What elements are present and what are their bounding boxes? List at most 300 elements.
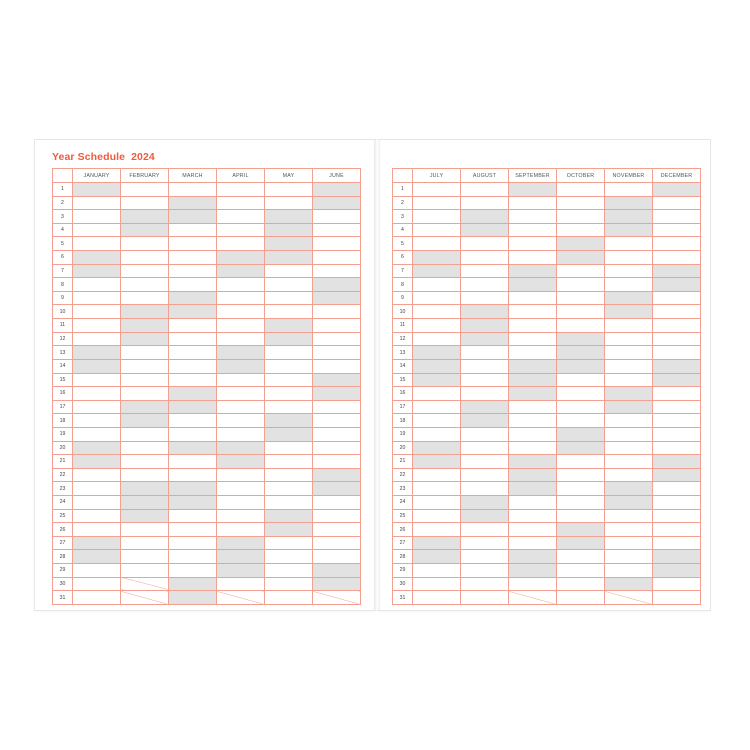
day-cell[interactable] — [461, 278, 509, 292]
day-cell[interactable] — [557, 591, 605, 605]
day-cell[interactable] — [509, 373, 557, 387]
day-cell[interactable] — [121, 523, 169, 537]
day-cell[interactable] — [73, 196, 121, 210]
day-cell[interactable] — [653, 577, 701, 591]
day-cell[interactable] — [265, 237, 313, 251]
day-cell[interactable] — [605, 373, 653, 387]
day-cell[interactable] — [169, 183, 217, 197]
day-cell[interactable] — [653, 373, 701, 387]
day-cell[interactable] — [605, 496, 653, 510]
day-cell[interactable] — [313, 305, 361, 319]
day-cell[interactable] — [313, 210, 361, 224]
day-cell[interactable] — [121, 482, 169, 496]
day-cell[interactable] — [121, 210, 169, 224]
day-cell[interactable] — [509, 400, 557, 414]
day-cell[interactable] — [653, 387, 701, 401]
day-cell[interactable] — [605, 387, 653, 401]
day-cell[interactable] — [653, 305, 701, 319]
day-cell[interactable] — [313, 536, 361, 550]
day-cell[interactable] — [265, 251, 313, 265]
day-cell[interactable] — [461, 210, 509, 224]
day-cell[interactable] — [461, 223, 509, 237]
day-cell[interactable] — [509, 278, 557, 292]
day-cell[interactable] — [605, 319, 653, 333]
day-cell[interactable] — [265, 319, 313, 333]
day-cell[interactable] — [509, 496, 557, 510]
day-cell[interactable] — [653, 319, 701, 333]
day-cell[interactable] — [217, 223, 265, 237]
day-cell[interactable] — [653, 523, 701, 537]
day-cell[interactable] — [557, 359, 605, 373]
day-cell[interactable] — [313, 577, 361, 591]
day-cell[interactable] — [169, 237, 217, 251]
day-cell[interactable] — [461, 427, 509, 441]
day-cell[interactable] — [413, 564, 461, 578]
day-cell[interactable] — [461, 373, 509, 387]
day-cell[interactable] — [73, 482, 121, 496]
day-cell[interactable] — [557, 373, 605, 387]
day-cell[interactable] — [169, 536, 217, 550]
day-cell[interactable] — [413, 523, 461, 537]
day-cell[interactable] — [605, 264, 653, 278]
day-cell[interactable] — [73, 210, 121, 224]
day-cell[interactable] — [73, 468, 121, 482]
day-cell[interactable] — [557, 564, 605, 578]
day-cell[interactable] — [509, 482, 557, 496]
day-cell[interactable] — [313, 223, 361, 237]
day-cell[interactable] — [653, 196, 701, 210]
day-cell[interactable] — [413, 305, 461, 319]
day-cell[interactable] — [169, 346, 217, 360]
day-cell[interactable] — [557, 223, 605, 237]
day-cell[interactable] — [413, 183, 461, 197]
day-cell[interactable] — [509, 536, 557, 550]
day-cell[interactable] — [313, 455, 361, 469]
day-cell[interactable] — [557, 427, 605, 441]
day-cell[interactable] — [73, 373, 121, 387]
day-cell[interactable] — [557, 496, 605, 510]
day-cell[interactable] — [313, 183, 361, 197]
day-cell[interactable] — [605, 210, 653, 224]
day-cell[interactable] — [217, 536, 265, 550]
day-cell[interactable] — [217, 319, 265, 333]
day-cell[interactable] — [217, 264, 265, 278]
day-cell[interactable] — [169, 550, 217, 564]
day-cell[interactable] — [509, 223, 557, 237]
day-cell[interactable] — [557, 414, 605, 428]
day-cell[interactable] — [169, 577, 217, 591]
day-cell[interactable] — [461, 482, 509, 496]
day-cell[interactable] — [413, 237, 461, 251]
day-cell[interactable] — [73, 496, 121, 510]
day-cell[interactable] — [73, 550, 121, 564]
day-cell[interactable] — [217, 237, 265, 251]
day-cell[interactable] — [653, 359, 701, 373]
day-cell[interactable] — [265, 564, 313, 578]
day-cell[interactable] — [121, 400, 169, 414]
day-cell[interactable] — [73, 291, 121, 305]
day-cell[interactable] — [217, 564, 265, 578]
day-cell[interactable] — [653, 564, 701, 578]
day-cell[interactable] — [169, 523, 217, 537]
day-cell[interactable] — [605, 400, 653, 414]
day-cell[interactable] — [557, 237, 605, 251]
day-cell[interactable] — [73, 414, 121, 428]
day-cell[interactable] — [509, 196, 557, 210]
day-cell[interactable] — [605, 455, 653, 469]
day-cell[interactable] — [557, 305, 605, 319]
day-cell[interactable] — [653, 496, 701, 510]
day-cell[interactable] — [413, 278, 461, 292]
day-cell[interactable] — [509, 468, 557, 482]
day-cell[interactable] — [461, 291, 509, 305]
day-cell[interactable] — [217, 291, 265, 305]
day-cell[interactable] — [413, 414, 461, 428]
day-cell[interactable] — [509, 523, 557, 537]
day-cell[interactable] — [121, 223, 169, 237]
day-cell[interactable] — [313, 319, 361, 333]
day-cell[interactable] — [461, 319, 509, 333]
day-cell[interactable] — [653, 264, 701, 278]
day-cell[interactable] — [313, 414, 361, 428]
day-cell[interactable] — [265, 400, 313, 414]
day-cell[interactable] — [413, 536, 461, 550]
day-cell[interactable] — [557, 196, 605, 210]
day-cell[interactable] — [509, 305, 557, 319]
day-cell[interactable] — [313, 251, 361, 265]
day-cell[interactable] — [557, 332, 605, 346]
day-cell[interactable] — [653, 427, 701, 441]
day-cell[interactable] — [461, 496, 509, 510]
day-cell[interactable] — [169, 427, 217, 441]
day-cell[interactable] — [413, 223, 461, 237]
day-cell[interactable] — [121, 564, 169, 578]
day-cell[interactable] — [461, 332, 509, 346]
day-cell[interactable] — [73, 455, 121, 469]
day-cell[interactable] — [265, 496, 313, 510]
day-cell[interactable] — [169, 564, 217, 578]
day-cell[interactable] — [265, 183, 313, 197]
day-cell[interactable] — [73, 183, 121, 197]
day-cell[interactable] — [121, 291, 169, 305]
day-cell[interactable] — [509, 427, 557, 441]
day-cell[interactable] — [605, 509, 653, 523]
day-cell[interactable] — [605, 427, 653, 441]
day-cell[interactable] — [653, 237, 701, 251]
day-cell[interactable] — [73, 264, 121, 278]
day-cell[interactable] — [557, 319, 605, 333]
day-cell[interactable] — [413, 346, 461, 360]
day-cell[interactable] — [461, 468, 509, 482]
day-cell[interactable] — [313, 523, 361, 537]
day-cell[interactable] — [509, 441, 557, 455]
day-cell[interactable] — [313, 427, 361, 441]
day-cell[interactable] — [509, 455, 557, 469]
day-cell[interactable] — [73, 509, 121, 523]
day-cell[interactable] — [121, 305, 169, 319]
day-cell[interactable] — [557, 291, 605, 305]
day-cell[interactable] — [509, 332, 557, 346]
day-cell[interactable] — [605, 183, 653, 197]
day-cell[interactable] — [605, 237, 653, 251]
day-cell[interactable] — [605, 414, 653, 428]
day-cell[interactable] — [461, 251, 509, 265]
day-cell[interactable] — [217, 577, 265, 591]
day-cell[interactable] — [265, 223, 313, 237]
day-cell[interactable] — [605, 523, 653, 537]
day-cell[interactable] — [653, 291, 701, 305]
day-cell[interactable] — [313, 468, 361, 482]
day-cell[interactable] — [509, 251, 557, 265]
day-cell[interactable] — [509, 346, 557, 360]
day-cell[interactable] — [313, 509, 361, 523]
day-cell[interactable] — [73, 441, 121, 455]
day-cell[interactable] — [121, 373, 169, 387]
day-cell[interactable] — [169, 251, 217, 265]
day-cell[interactable] — [265, 291, 313, 305]
day-cell[interactable] — [313, 400, 361, 414]
day-cell[interactable] — [73, 536, 121, 550]
day-cell[interactable] — [509, 387, 557, 401]
day-cell[interactable] — [509, 550, 557, 564]
day-cell[interactable] — [73, 223, 121, 237]
day-cell[interactable] — [461, 536, 509, 550]
day-cell[interactable] — [413, 509, 461, 523]
day-cell[interactable] — [653, 346, 701, 360]
day-cell[interactable] — [121, 509, 169, 523]
day-cell[interactable] — [461, 346, 509, 360]
day-cell[interactable] — [605, 359, 653, 373]
day-cell[interactable] — [73, 319, 121, 333]
day-cell[interactable] — [413, 550, 461, 564]
day-cell[interactable] — [461, 577, 509, 591]
day-cell[interactable] — [169, 441, 217, 455]
day-cell[interactable] — [413, 441, 461, 455]
day-cell[interactable] — [313, 550, 361, 564]
day-cell[interactable] — [509, 264, 557, 278]
day-cell[interactable] — [413, 359, 461, 373]
day-cell[interactable] — [169, 291, 217, 305]
day-cell[interactable] — [121, 468, 169, 482]
day-cell[interactable] — [217, 509, 265, 523]
day-cell[interactable] — [265, 196, 313, 210]
day-cell[interactable] — [413, 210, 461, 224]
day-cell[interactable] — [121, 441, 169, 455]
day-cell[interactable] — [121, 237, 169, 251]
day-cell[interactable] — [605, 577, 653, 591]
day-cell[interactable] — [413, 332, 461, 346]
day-cell[interactable] — [265, 427, 313, 441]
day-cell[interactable] — [169, 359, 217, 373]
day-cell[interactable] — [121, 346, 169, 360]
day-cell[interactable] — [605, 291, 653, 305]
day-cell[interactable] — [557, 550, 605, 564]
day-cell[interactable] — [121, 359, 169, 373]
day-cell[interactable] — [265, 550, 313, 564]
day-cell[interactable] — [605, 482, 653, 496]
day-cell[interactable] — [217, 414, 265, 428]
day-cell[interactable] — [265, 455, 313, 469]
day-cell[interactable] — [461, 387, 509, 401]
day-cell[interactable] — [413, 400, 461, 414]
day-cell[interactable] — [169, 319, 217, 333]
day-cell[interactable] — [169, 264, 217, 278]
day-cell[interactable] — [265, 264, 313, 278]
day-cell[interactable] — [217, 373, 265, 387]
day-cell[interactable] — [121, 196, 169, 210]
day-cell[interactable] — [217, 251, 265, 265]
day-cell[interactable] — [313, 237, 361, 251]
day-cell[interactable] — [217, 523, 265, 537]
day-cell[interactable] — [313, 482, 361, 496]
day-cell[interactable] — [169, 496, 217, 510]
day-cell[interactable] — [557, 455, 605, 469]
day-cell[interactable] — [461, 564, 509, 578]
day-cell[interactable] — [73, 278, 121, 292]
day-cell[interactable] — [653, 183, 701, 197]
day-cell[interactable] — [73, 346, 121, 360]
day-cell[interactable] — [73, 251, 121, 265]
day-cell[interactable] — [121, 251, 169, 265]
day-cell[interactable] — [169, 468, 217, 482]
day-cell[interactable] — [653, 509, 701, 523]
day-cell[interactable] — [217, 346, 265, 360]
day-cell[interactable] — [461, 400, 509, 414]
day-cell[interactable] — [121, 387, 169, 401]
day-cell[interactable] — [413, 264, 461, 278]
day-cell[interactable] — [121, 427, 169, 441]
day-cell[interactable] — [169, 196, 217, 210]
day-cell[interactable] — [313, 441, 361, 455]
day-cell[interactable] — [265, 536, 313, 550]
day-cell[interactable] — [169, 482, 217, 496]
day-cell[interactable] — [169, 305, 217, 319]
day-cell[interactable] — [557, 210, 605, 224]
day-cell[interactable] — [265, 591, 313, 605]
day-cell[interactable] — [265, 278, 313, 292]
day-cell[interactable] — [217, 387, 265, 401]
day-cell[interactable] — [461, 237, 509, 251]
day-cell[interactable] — [121, 332, 169, 346]
day-cell[interactable] — [557, 346, 605, 360]
day-cell[interactable] — [217, 441, 265, 455]
day-cell[interactable] — [121, 550, 169, 564]
day-cell[interactable] — [653, 278, 701, 292]
day-cell[interactable] — [605, 251, 653, 265]
day-cell[interactable] — [313, 387, 361, 401]
day-cell[interactable] — [121, 414, 169, 428]
day-cell[interactable] — [461, 414, 509, 428]
day-cell[interactable] — [313, 496, 361, 510]
day-cell[interactable] — [265, 210, 313, 224]
day-cell[interactable] — [557, 400, 605, 414]
day-cell[interactable] — [557, 387, 605, 401]
day-cell[interactable] — [653, 468, 701, 482]
day-cell[interactable] — [461, 183, 509, 197]
day-cell[interactable] — [169, 387, 217, 401]
day-cell[interactable] — [653, 414, 701, 428]
day-cell[interactable] — [653, 441, 701, 455]
day-cell[interactable] — [217, 196, 265, 210]
day-cell[interactable] — [461, 441, 509, 455]
day-cell[interactable] — [653, 332, 701, 346]
day-cell[interactable] — [557, 183, 605, 197]
day-cell[interactable] — [413, 319, 461, 333]
day-cell[interactable] — [557, 264, 605, 278]
day-cell[interactable] — [217, 427, 265, 441]
day-cell[interactable] — [265, 373, 313, 387]
day-cell[interactable] — [557, 278, 605, 292]
day-cell[interactable] — [121, 455, 169, 469]
day-cell[interactable] — [557, 468, 605, 482]
day-cell[interactable] — [413, 196, 461, 210]
day-cell[interactable] — [217, 278, 265, 292]
day-cell[interactable] — [121, 536, 169, 550]
day-cell[interactable] — [121, 183, 169, 197]
day-cell[interactable] — [653, 591, 701, 605]
day-cell[interactable] — [217, 332, 265, 346]
day-cell[interactable] — [413, 591, 461, 605]
day-cell[interactable] — [653, 482, 701, 496]
day-cell[interactable] — [653, 223, 701, 237]
day-cell[interactable] — [461, 550, 509, 564]
day-cell[interactable] — [217, 496, 265, 510]
day-cell[interactable] — [413, 455, 461, 469]
day-cell[interactable] — [217, 305, 265, 319]
day-cell[interactable] — [557, 251, 605, 265]
day-cell[interactable] — [509, 359, 557, 373]
day-cell[interactable] — [313, 346, 361, 360]
day-cell[interactable] — [265, 332, 313, 346]
day-cell[interactable] — [413, 482, 461, 496]
day-cell[interactable] — [653, 455, 701, 469]
day-cell[interactable] — [169, 455, 217, 469]
day-cell[interactable] — [653, 550, 701, 564]
day-cell[interactable] — [265, 509, 313, 523]
day-cell[interactable] — [509, 237, 557, 251]
day-cell[interactable] — [653, 210, 701, 224]
day-cell[interactable] — [121, 278, 169, 292]
day-cell[interactable] — [169, 414, 217, 428]
day-cell[interactable] — [217, 183, 265, 197]
day-cell[interactable] — [509, 414, 557, 428]
day-cell[interactable] — [605, 305, 653, 319]
day-cell[interactable] — [557, 577, 605, 591]
day-cell[interactable] — [217, 359, 265, 373]
day-cell[interactable] — [169, 332, 217, 346]
day-cell[interactable] — [605, 441, 653, 455]
day-cell[interactable] — [313, 291, 361, 305]
day-cell[interactable] — [169, 373, 217, 387]
day-cell[interactable] — [313, 359, 361, 373]
day-cell[interactable] — [121, 496, 169, 510]
day-cell[interactable] — [265, 577, 313, 591]
day-cell[interactable] — [461, 264, 509, 278]
day-cell[interactable] — [265, 346, 313, 360]
day-cell[interactable] — [313, 373, 361, 387]
day-cell[interactable] — [509, 291, 557, 305]
day-cell[interactable] — [313, 196, 361, 210]
day-cell[interactable] — [265, 441, 313, 455]
day-cell[interactable] — [461, 196, 509, 210]
day-cell[interactable] — [73, 564, 121, 578]
day-cell[interactable] — [169, 591, 217, 605]
day-cell[interactable] — [313, 264, 361, 278]
day-cell[interactable] — [413, 387, 461, 401]
day-cell[interactable] — [121, 319, 169, 333]
day-cell[interactable] — [265, 468, 313, 482]
day-cell[interactable] — [653, 536, 701, 550]
